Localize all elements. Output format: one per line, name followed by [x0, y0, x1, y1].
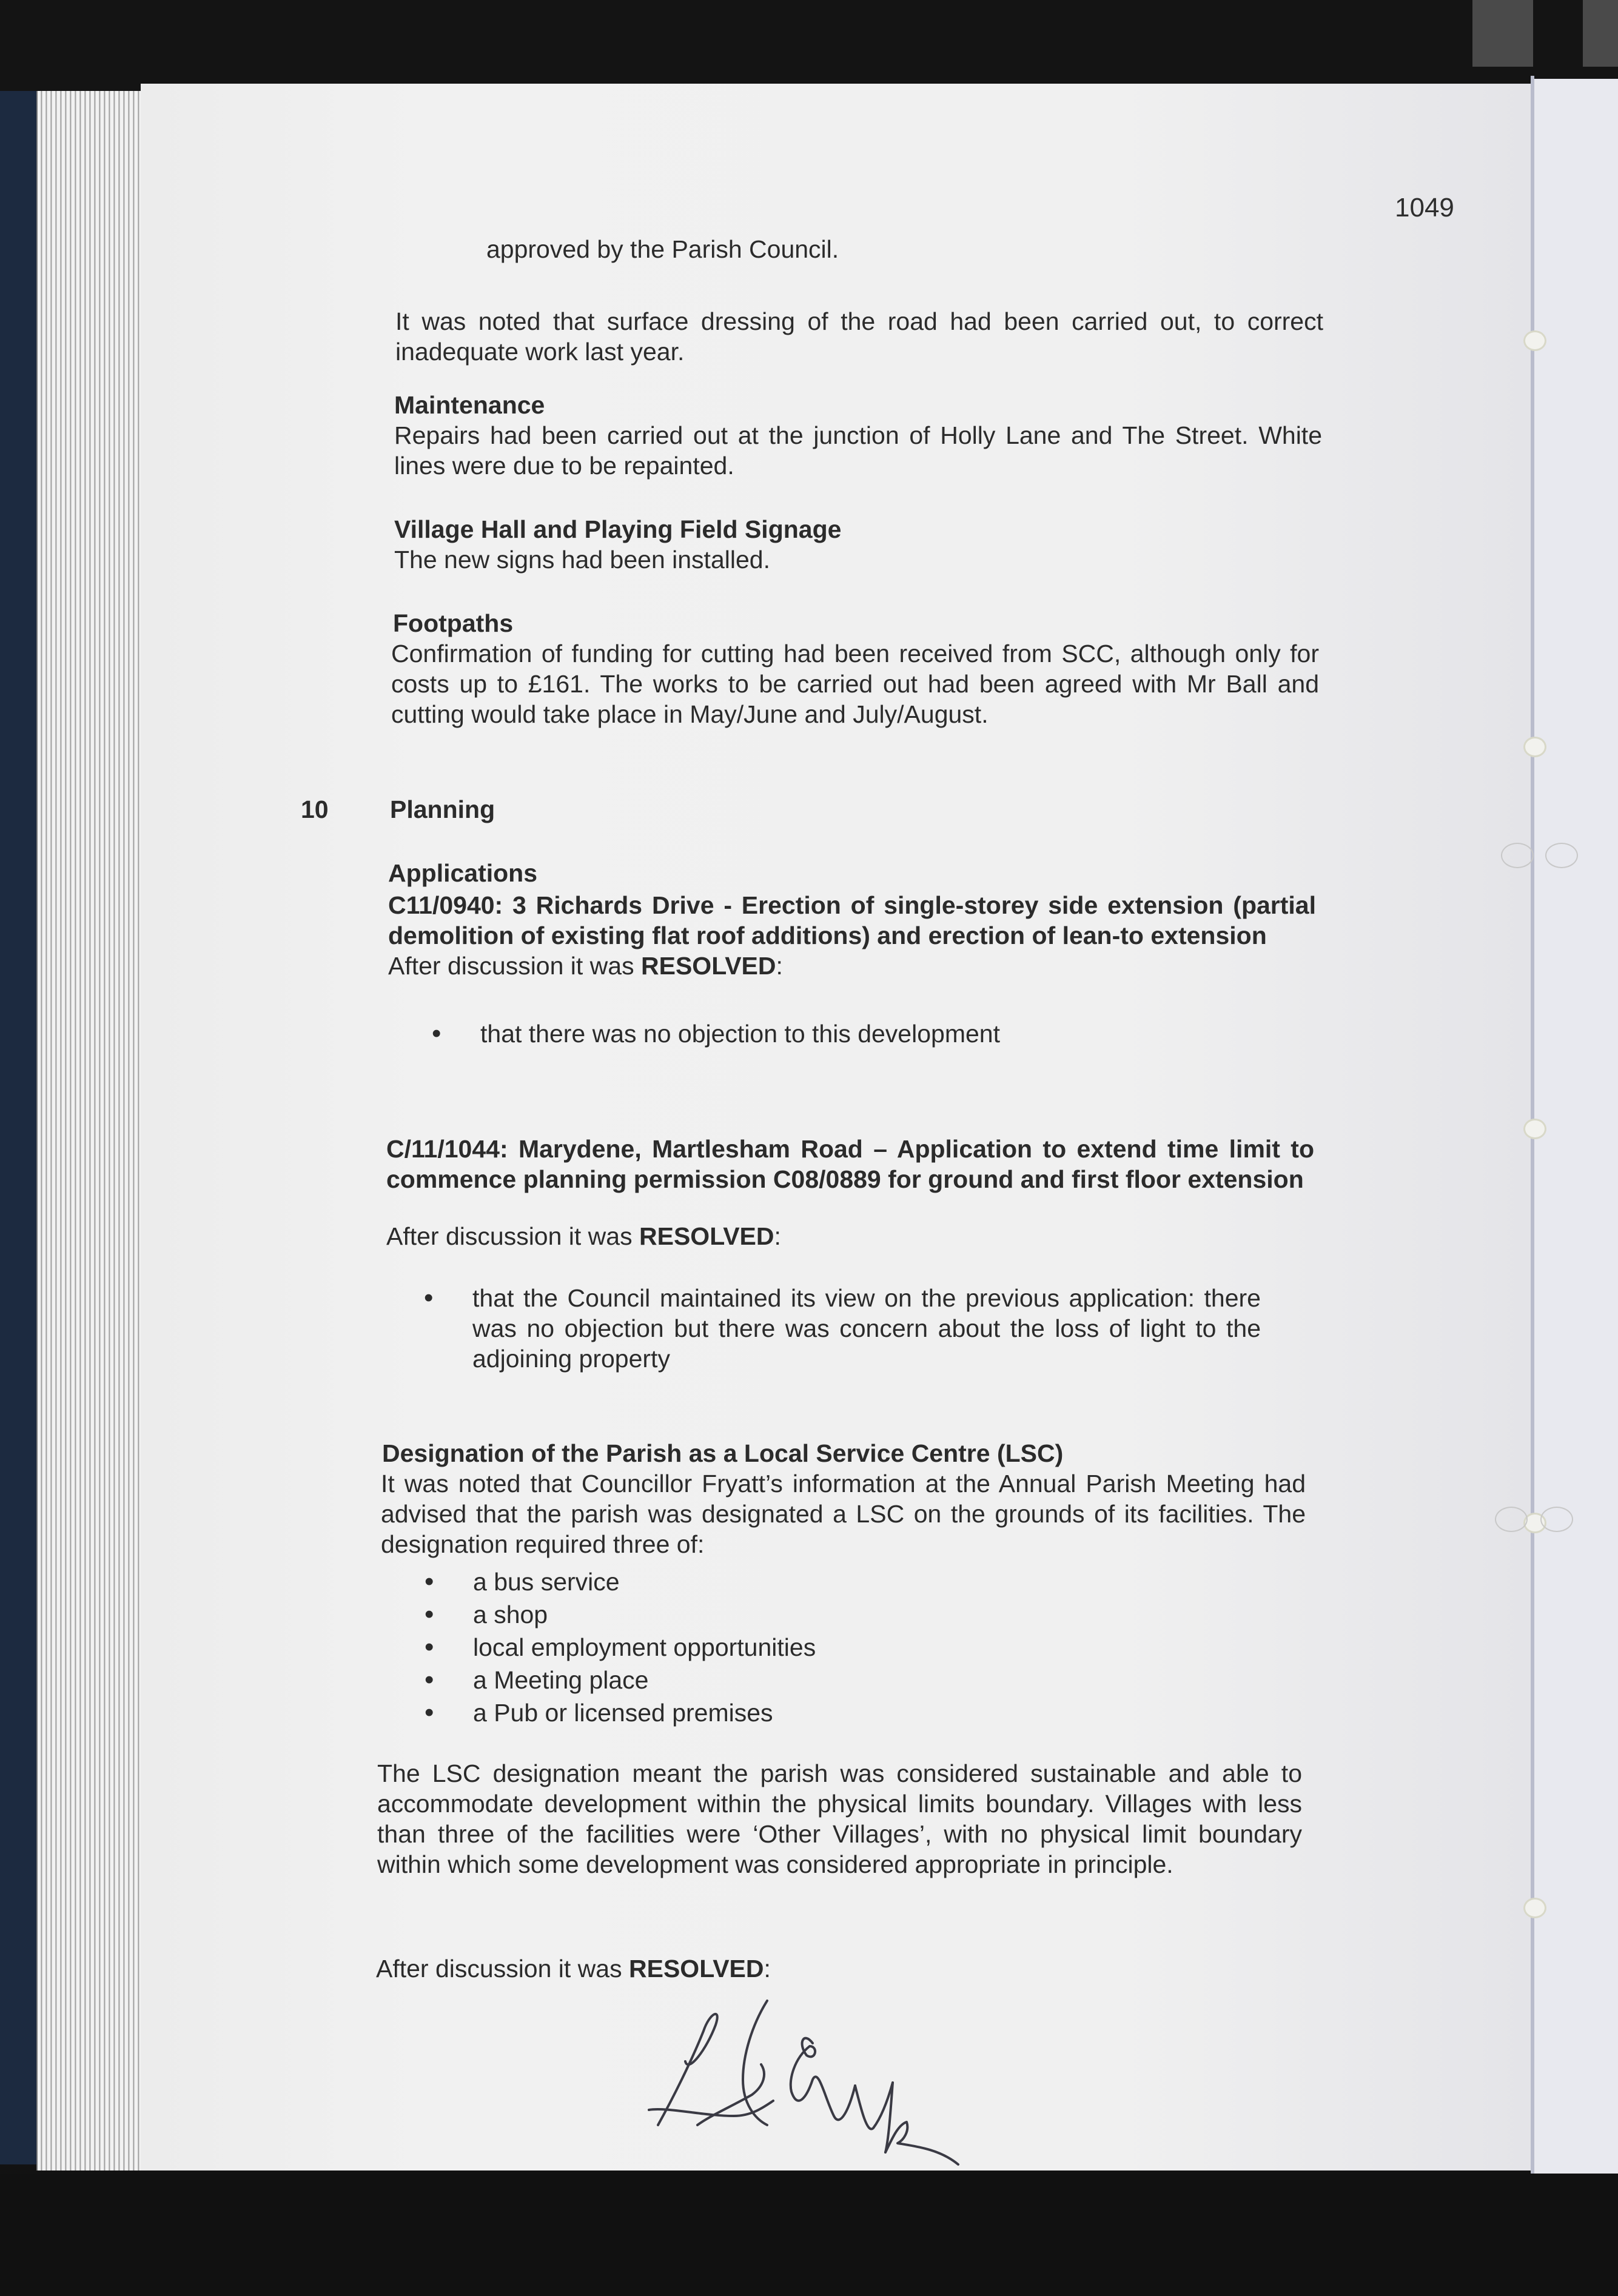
resolved-prefix: After discussion it was	[388, 952, 641, 980]
section-number: 10	[301, 795, 329, 823]
resolved-prefix: After discussion it was	[376, 1955, 629, 1983]
signature-stroke	[885, 2122, 958, 2164]
signature-stroke	[855, 2083, 893, 2129]
applications-heading: Applications	[388, 859, 538, 887]
resolved-suffix: :	[776, 952, 783, 980]
footpaths-body: Confirmation of funding for cutting had been received from SCC, although only for costs up to £161. The works to be carried out had been agreed with Mr Ball and cutting would take place in May/June and July/August.	[391, 640, 1319, 728]
lsc-explanation: The LSC designation meant the parish was considered sustainable and able to accommodate development within the physical limits boundary. Villages with less than three of the facilities were ‘Other Villages’, with no physical limit boundary within which some development was considered appropriate in principle.	[377, 1759, 1302, 1878]
signature-icon	[631, 1989, 1177, 2183]
lsc-heading: Designation of the Parish as a Local Service Centre (LSC)	[382, 1439, 1064, 1467]
surface-dressing-note: It was noted that surface dressing of the road had been carried out, to correct inadequate work last year.	[395, 307, 1323, 366]
footpaths-heading: Footpaths	[393, 609, 514, 637]
continuation-text: approved by the Parish Council.	[486, 235, 839, 263]
facility-item: • a bus service	[425, 1565, 816, 1598]
resolved-word: RESOLVED	[629, 1955, 764, 1983]
resolved-word: RESOLVED	[639, 1222, 774, 1250]
facility-item: • a Pub or licensed premises	[425, 1696, 816, 1729]
maintenance-heading: Maintenance	[394, 391, 545, 419]
facility-item: • a shop	[425, 1598, 816, 1631]
resolution-list	[432, 1019, 1316, 1049]
resolved-statement	[386, 1221, 1314, 1251]
resolved-suffix: :	[774, 1222, 781, 1250]
signage-heading: Village Hall and Playing Field Signage	[394, 515, 842, 543]
signature-stroke	[791, 2038, 855, 2120]
section-title: Planning	[390, 795, 495, 823]
resolution-item: • that there was no objection to this development	[432, 1019, 1316, 1049]
signage-body: The new signs had been installed.	[394, 546, 770, 574]
application-item	[388, 890, 1316, 1049]
application-title: C/11/1044: Marydene, Martlesham Road – Application to extend time limit to commence planning permission C08/0889 for ground and first floor extension	[386, 1135, 1314, 1193]
page-number: 1049	[1395, 193, 1454, 223]
application-item	[386, 1134, 1314, 1374]
resolved-statement	[388, 951, 1316, 981]
facility-item: • local employment opportunities	[425, 1631, 816, 1664]
application-title: C11/0940: 3 Richards Drive - Erection of single-storey side extension (partial demolition of existing flat roof additions) and erection of lean-to extension	[388, 891, 1316, 949]
resolved-suffix: :	[764, 1955, 771, 1983]
lsc-intro: It was noted that Councillor Fryatt’s information at the Annual Parish Meeting had advised that the parish was designated a LSC on the grounds of its facilities. The designation required three of:	[381, 1470, 1306, 1558]
facilities-list	[425, 1565, 816, 1729]
resolution-list	[424, 1283, 1261, 1374]
facility-item: • a Meeting place	[425, 1664, 816, 1696]
resolved-word: RESOLVED	[641, 952, 776, 980]
resolved-prefix: After discussion it was	[386, 1222, 639, 1250]
resolution-item: • that the Council maintained its view on the previous application: there was no objection but there was concern about the loss of light to the adjoining property	[424, 1283, 1261, 1374]
signature-stroke	[658, 2014, 717, 2125]
resolved-statement	[376, 1953, 771, 1984]
maintenance-body: Repairs had been carried out at the junction of Holly Lane and The Street. White lines were due to be repainted.	[394, 421, 1322, 480]
